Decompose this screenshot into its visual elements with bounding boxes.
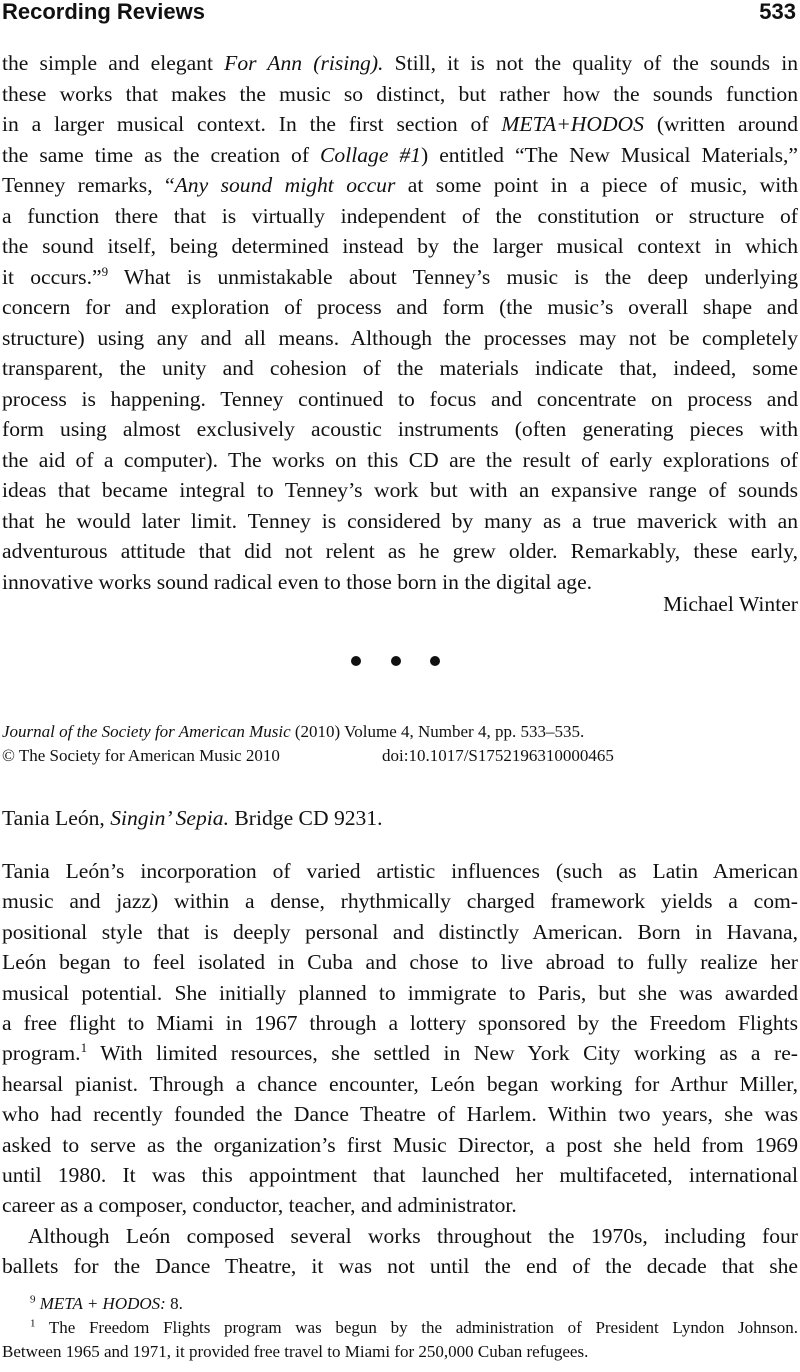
text-line: the same time as the creation of Collage #1) entitled “The New Musical Materials,”	[2, 142, 798, 167]
separator-dot	[351, 656, 361, 666]
section-separator	[0, 646, 800, 676]
footnote-mark: 9	[30, 1293, 36, 1306]
text-line: adventurous attitude that did not relent as he grew older. Remarkably, these early,	[2, 539, 798, 563]
footnote	[2, 1316, 798, 1364]
doi: doi:10.1017/S1752196310000465	[382, 746, 614, 765]
text-line: in a larger musical context. In the first section of META+HODOS (written around	[2, 112, 799, 136]
review-body-leon	[2, 856, 798, 1282]
footnote-line: $^9$ META + HODOS: 8.	[30, 1293, 183, 1313]
text-line: transparent, the unity and cohesion of the materials indicate that, indeed, some	[2, 356, 798, 380]
text-line: that he would later limit. Tenney is considered by many as a true maverick with an	[2, 508, 798, 533]
text-line: form using almost exclusively acoustic instruments (often generating pieces with	[2, 417, 798, 441]
footnote-ref: 1	[80, 1040, 88, 1056]
separator-dot	[430, 656, 440, 666]
album-title: Singin’ Sepia.	[110, 806, 229, 830]
review-heading	[2, 806, 383, 831]
citation-line-2	[2, 744, 798, 768]
citation-line-1	[2, 720, 798, 744]
copyright: © The Society for American Music 2010	[2, 746, 280, 765]
review-paragraph-tenney	[2, 48, 798, 597]
text-line: a free flight to Miami in 1967 through a lottery sponsored by the Freedom Flights	[2, 1011, 798, 1036]
text-line: career as a composer, conductor, teacher, and administrator.	[2, 1193, 517, 1218]
text-line: Tania León’s incorporation of varied artistic influences (such as Latin American	[2, 859, 798, 883]
text-line: the sound itself, being determined instead by the larger musical context in which	[2, 234, 798, 258]
text-line: Tenney remarks, “Any sound might occur at some point in a piece of music, with	[2, 173, 798, 197]
text-line: program.$^1$ With limited resources, she settled in New York City working as a re-	[2, 1040, 798, 1066]
page-number: 533	[759, 0, 796, 24]
text-line: until 1980. It was this appointment that launched her multifaceted, international	[2, 1163, 798, 1188]
footnote-ref: 9	[101, 263, 109, 279]
review-paragraph-leon-2	[2, 1221, 798, 1282]
footnote-mark: 1	[30, 1317, 36, 1330]
separator-dot	[391, 656, 401, 666]
text-line: hearsal pianist. Through a chance encounter, León began working for Arthur Miller,	[2, 1071, 798, 1096]
text-line: process is happening. Tenney continued to focus and concentrate on process and	[2, 386, 798, 411]
italic-text: META + HODOS:	[39, 1294, 166, 1313]
reviewer-signature: Michael Winter	[663, 592, 798, 616]
text-line: these works that makes the music so distinct, but rather how the sounds function	[2, 81, 798, 106]
running-header	[0, 0, 798, 30]
text-line: a function there that is virtually independent of the constitution or structure of	[2, 203, 798, 228]
journal-citation	[2, 720, 798, 768]
footnote-line: Between 1965 and 1971, it provided free travel to Miami for 250,000 Cuban refugees.	[2, 1342, 589, 1361]
text-line: it occurs.”$^9$ What is unmistakable about Tenney’s music is the deep underlying	[2, 263, 798, 289]
italic-text: For Ann (rising).	[224, 51, 384, 75]
text-line: asked to serve as the organization’s first Music Director, a post she held from 1969	[2, 1132, 798, 1157]
artist-name: Tania León,	[2, 806, 111, 830]
footnote-line: $^1$ The Freedom Flights program was begun by the administration of President Lyndon Johnson.	[30, 1317, 798, 1337]
text-line: musical potential. She initially planned to immigrate to Paris, but she was awarded	[2, 980, 798, 1005]
review-paragraph-leon-1	[2, 856, 798, 1221]
text-line: innovative works sound radical even to those born in the digital age.	[2, 569, 593, 594]
text-line: the simple and elegant For Ann (rising). Still, it is not the quality of the sounds in	[2, 51, 798, 75]
section-title: Recording Reviews	[2, 0, 205, 24]
text-line: structure) using any and all means. Although the processes may not be completely	[2, 325, 798, 350]
italic-text: Any sound might occur	[174, 173, 396, 197]
footnote	[2, 1292, 798, 1316]
text-line: the aid of a computer). The works on this CD are the result of early explorations of	[2, 447, 798, 472]
text-line: ideas that became integral to Tenney’s work but with an expansive range of sounds	[2, 478, 798, 502]
text-line: ballets for the Dance Theatre, it was not until the end of the decade that she	[2, 1254, 798, 1279]
journal-name: Journal of the Society for American Music	[2, 722, 291, 741]
footnotes	[2, 1292, 798, 1364]
text-line: music and jazz) within a dense, rhythmically charged framework yields a com-	[2, 889, 798, 914]
text-line: Although León composed several works throughout the 1970s, including four	[28, 1223, 798, 1248]
text-line: who had recently founded the Dance Theatre of Harlem. Within two years, she was	[2, 1102, 798, 1127]
text-line: León began to feel isolated in Cuba and chose to live abroad to fully realize her	[2, 950, 798, 975]
citation-details: (2010) Volume 4, Number 4, pp. 533–535.	[290, 722, 585, 741]
text-line: concern for and exploration of process and form (the music’s overall shape and	[2, 295, 798, 319]
italic-text: META+HODOS	[501, 112, 644, 136]
record-label: Bridge CD 9231.	[228, 806, 383, 830]
text-line: positional style that is deeply personal and distinctly American. Born in Havana,	[2, 919, 798, 944]
italic-text: Collage #1	[320, 142, 422, 167]
